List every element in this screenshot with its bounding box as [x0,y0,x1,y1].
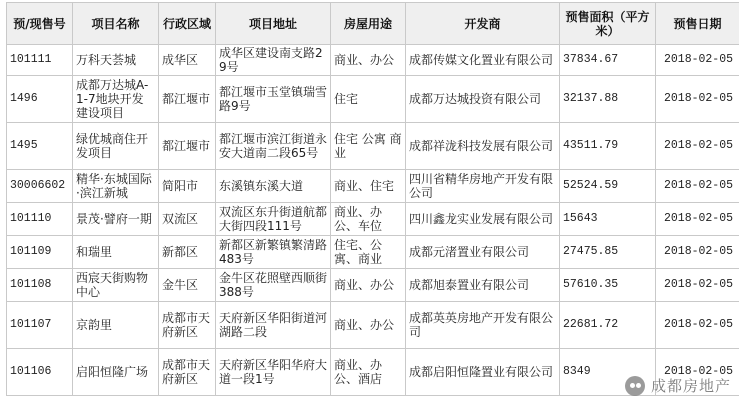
cell-project-name: 西宸天街购物中心 [73,269,159,302]
cell-area: 22681.72 [560,302,656,349]
cell-district: 金牛区 [159,269,216,302]
table-row [7,76,740,123]
table-container [6,2,739,406]
cell-project-name: 启阳恒隆广场 [73,349,159,396]
cell-date: 2018-02-05 [656,45,740,76]
cell-address: 都江堰市滨江街道永安大道南二段65号 [216,123,331,170]
header-area: 预售面积（平方米） [560,3,656,45]
header-developer: 开发商 [406,3,560,45]
cell-usage: 商业、办公 [331,269,406,302]
watermark-text: 成都房地产 [650,377,731,395]
cell-district: 成华区 [159,45,216,76]
header-presale-no: 预/现售号 [7,3,73,45]
header-project-name: 项目名称 [73,3,159,45]
cell-developer: 成都英英房地产开发有限公司 [406,302,560,349]
cell-date: 2018-02-05 [656,123,740,170]
cell-area: 37834.67 [560,45,656,76]
cell-date: 2018-02-05 [656,236,740,269]
cell-area: 15643 [560,203,656,236]
cell-address: 东溪镇东溪大道 [216,170,331,203]
cell-date: 2018-02-05 [656,302,740,349]
cell-project-name: 成都万达城A-1-7地块开发建设项目 [73,76,159,123]
cell-project-name: 绿优城商住开发项目 [73,123,159,170]
cell-date: 2018-02-05 [656,170,740,203]
cell-presale-no: 1496 [7,76,73,123]
cell-area: 32137.88 [560,76,656,123]
cell-project-name: 京韵里 [73,302,159,349]
cell-address: 天府新区华阳华府大道一段1号 [216,349,331,396]
cell-address: 金牛区花照壁西顺街388号 [216,269,331,302]
cell-address: 成华区建设南支路29号 [216,45,331,76]
cell-developer: 成都万达城投资有限公司 [406,76,560,123]
cell-district: 双流区 [159,203,216,236]
cell-developer: 成都祥泷科技发展有限公司 [406,123,560,170]
cell-usage: 商业、办公、酒店 [331,349,406,396]
cell-developer: 成都元渚置业有限公司 [406,236,560,269]
table-row [7,203,740,236]
cell-usage: 住宅 [331,76,406,123]
cell-project-name: 和瑞里 [73,236,159,269]
cell-address: 天府新区华阳街道河湖路二段 [216,302,331,349]
cell-developer: 成都旭泰置业有限公司 [406,269,560,302]
table-header-row [7,3,740,45]
cell-usage: 商业、办公、车位 [331,203,406,236]
cell-presale-no: 101111 [7,45,73,76]
cell-district: 都江堰市 [159,76,216,123]
cell-usage: 住宅 公寓 商业 [331,123,406,170]
cell-area: 43511.79 [560,123,656,170]
cell-usage: 商业、住宅 [331,170,406,203]
cell-presale-no: 101107 [7,302,73,349]
cell-project-name: 景茂·譬府一期 [73,203,159,236]
cell-developer: 成都启阳恒隆置业有限公司 [406,349,560,396]
cell-presale-no: 1495 [7,123,73,170]
cell-district: 新都区 [159,236,216,269]
cell-area: 8349 [560,349,656,396]
cell-date: 2018-02-05 [656,76,740,123]
cell-presale-no: 101110 [7,203,73,236]
table-row [7,170,740,203]
cell-address: 双流区东升街道航都大街四段111号 [216,203,331,236]
cell-date: 2018-02-05 [656,349,740,396]
cell-district: 简阳市 [159,170,216,203]
cell-usage: 商业、办公 [331,45,406,76]
cell-developer: 四川省精华房地产开发有限公司 [406,170,560,203]
cell-developer: 四川鑫龙实业发展有限公司 [406,203,560,236]
cell-presale-no: 30006602 [7,170,73,203]
header-address: 项目地址 [216,3,331,45]
cell-developer: 成都传媒文化置业有限公司 [406,45,560,76]
table-row [7,269,740,302]
cell-area: 52524.59 [560,170,656,203]
header-district: 行政区域 [159,3,216,45]
cell-area: 27475.85 [560,236,656,269]
cell-district: 成都市天府新区 [159,302,216,349]
cell-address: 新都区新繁镇繁清路483号 [216,236,331,269]
table-row [7,349,740,396]
table-row [7,302,740,349]
table-row [7,45,740,76]
cell-address: 都江堰市玉堂镇瑞雪路9号 [216,76,331,123]
cell-district: 都江堰市 [159,123,216,170]
cell-usage: 住宅、公寓、商业 [331,236,406,269]
cell-presale-no: 101108 [7,269,73,302]
table-row [7,123,740,170]
cell-area: 57610.35 [560,269,656,302]
cell-project-name: 精华·东城国际·滨江新城 [73,170,159,203]
table-row [7,236,740,269]
cell-date: 2018-02-05 [656,269,740,302]
header-date: 预售日期 [656,3,740,45]
header-usage: 房屋用途 [331,3,406,45]
cell-district: 成都市天府新区 [159,349,216,396]
cell-project-name: 万科天荟城 [73,45,159,76]
cell-date: 2018-02-05 [656,203,740,236]
presale-table [6,2,739,396]
cell-presale-no: 101109 [7,236,73,269]
cell-usage: 商业、办公 [331,302,406,349]
cell-presale-no: 101106 [7,349,73,396]
